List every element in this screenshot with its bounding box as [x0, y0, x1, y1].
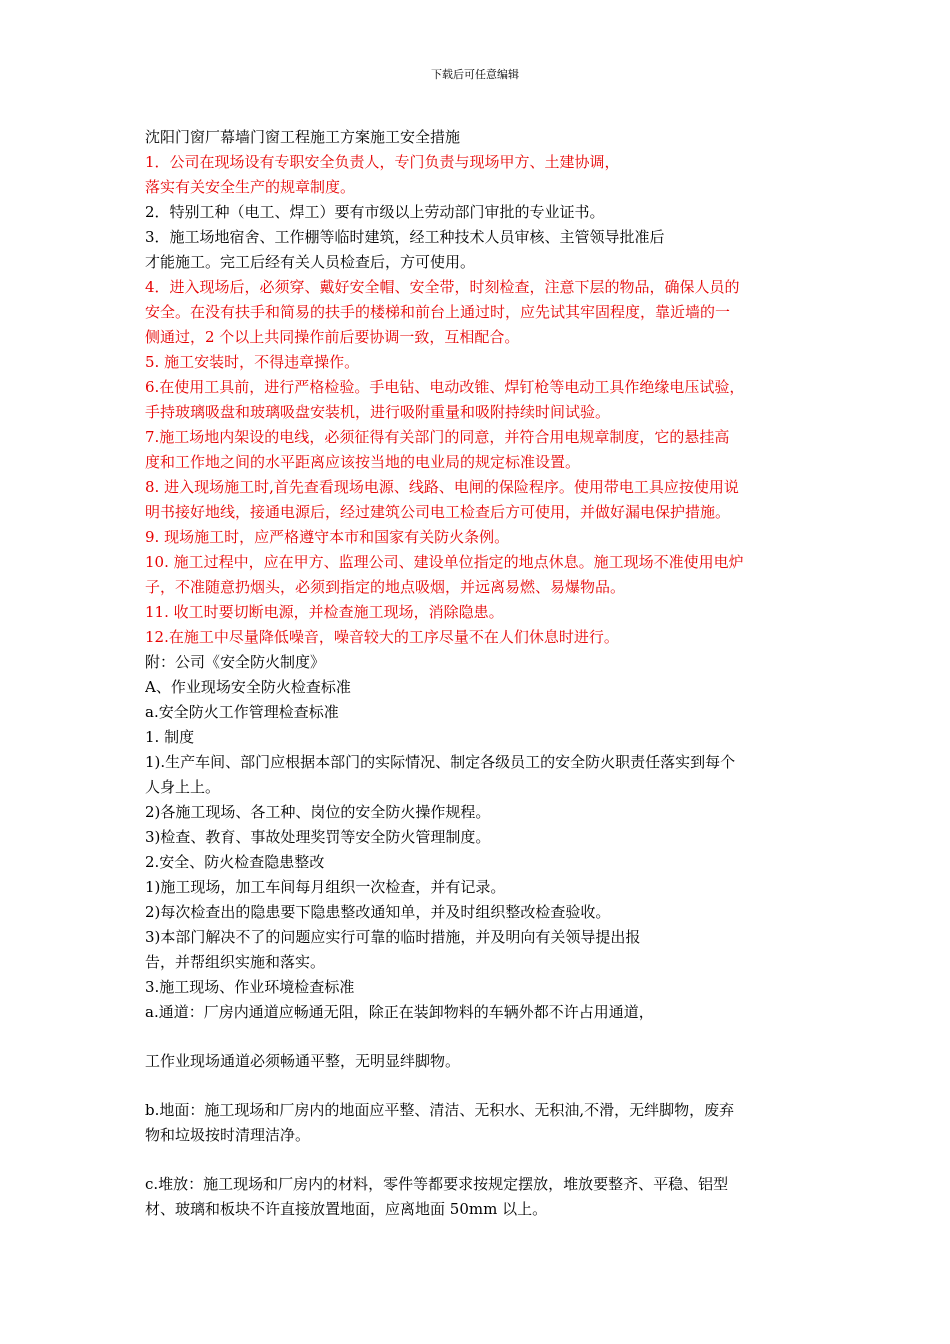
text-line: 5. 施工安装时，不得违章操作。 [145, 353, 360, 371]
text-line: 10. 施工过程中，应在甲方、监理公司、建设单位指定的地点休息。施工现场不准使用电炉 [145, 553, 744, 571]
text-line: 12.在施工中尽量降低噪音，噪音较大的工序尽量不在人们休息时进行。 [145, 628, 619, 646]
document-body [145, 125, 817, 1222]
text-line: 1. 制度 [145, 728, 195, 746]
text-line: 3.施工现场、作业环境检查标准 [145, 978, 355, 996]
text-line: 7.施工场地内架设的电线，必须征得有关部门的同意，并符合用电规章制度，它的悬挂高 [145, 428, 730, 446]
text-line: 落实有关安全生产的规章制度。 [145, 178, 356, 196]
text-line: A、作业现场安全防火检查标准 [145, 678, 351, 696]
text-line: 2．特别工种（电工、焊工）要有市级以上劳动部门审批的专业证书。 [145, 203, 605, 221]
text-line: 手持玻璃吸盘和玻璃吸盘安装机，进行吸附重量和吸附持续时间试验。 [145, 403, 611, 421]
text-line: a.通道：厂房内通道应畅通无阻，除正在装卸物料的车辆外都不许占用通道， [145, 1003, 654, 1021]
text-line: 1).生产车间、部门应根据本部门的实际情况、制定各级员工的安全防火职责任落实到每个 [145, 753, 736, 771]
text-line: 3)检查、教育、事故处理奖罚等安全防火管理制度。 [145, 828, 491, 846]
text-line: 9. 现场施工时，应严格遵守本市和国家有关防火条例。 [145, 528, 510, 546]
text-line: 侧通过，2 个以上共同操作前后要协调一致，互相配合。 [145, 328, 520, 346]
text-line: 3．施工场地宿舍、工作棚等临时建筑，经工种技术人员审核、主管领导批准后 [145, 228, 665, 246]
text-line: 工作业现场通道必须畅通平整，无明显绊脚物。 [145, 1052, 461, 1070]
text-line: 11. 收工时要切断电源，并检查施工现场，消除隐患。 [145, 603, 504, 621]
text-line: 人身上上。 [145, 778, 221, 796]
text-line: 明书接好地线，接通电源后，经过建筑公司电工检查后方可使用，并做好漏电保护措施。 [145, 503, 731, 521]
text-line: 告，并帮组织实施和落实。 [145, 953, 326, 971]
text-line: 3)本部门解决不了的问题应实行可靠的临时措施，并及明向有关领导提出报 [145, 928, 641, 946]
paragraph-gap [145, 1148, 817, 1172]
text-line: 8. 进入现场施工时,首先查看现场电源、线路、电闸的保险程序。使用带电工具应按使用说 [145, 478, 739, 496]
text-line: 1．公司在现场设有专职安全负责人，专门负责与现场甲方、土建协调， [145, 153, 620, 171]
text-line: 2.安全、防火检查隐患整改 [145, 853, 325, 871]
text-line: 材、玻璃和板块不许直接放置地面，应离地面 50mm 以上。 [145, 1200, 548, 1218]
text-line: 4．进入现场后，必须穿、戴好安全帽、安全带，时刻检查，注意下层的物品，确保人员的 [145, 278, 740, 296]
text-line: 2)各施工现场、各工种、岗位的安全防火操作规程。 [145, 803, 491, 821]
text-line: 子，不准随意扔烟头，必须到指定的地点吸烟，并远离易燃、易爆物品。 [145, 578, 626, 596]
text-line: 物和垃圾按时清理洁净。 [145, 1126, 311, 1144]
text-line: b.地面：施工现场和厂房内的地面应平整、清洁、无积水、无积油,不滑，无绊脚物，废弃 [145, 1101, 735, 1119]
text-line: 2)每次检查出的隐患要下隐患整改通知单，并及时组织整改检查验收。 [145, 903, 611, 921]
page-header: 下载后可任意编辑 [431, 68, 519, 81]
text-line: 附：公司《安全防火制度》 [145, 653, 326, 671]
text-line: 1)施工现场，加工车间每月组织一次检查，并有记录。 [145, 878, 506, 896]
document-title: 沈阳门窗厂幕墙门窗工程施工方案施工安全措施 [145, 128, 461, 146]
text-line: 安全。在没有扶手和简易的扶手的楼梯和前台上通过时，应先试其牢固程度，靠近墙的一 [145, 303, 731, 321]
text-line: a.安全防火工作管理检查标准 [145, 703, 339, 721]
paragraph-gap [145, 1074, 817, 1098]
text-line: 度和工作地之间的水平距离应该按当地的电业局的规定标准设置。 [145, 453, 581, 471]
text-line: 6.在使用工具前，进行严格检验。手电钻、电动改锥、焊钉枪等电动工具作绝缘电压试验， [145, 378, 745, 396]
text-line: c.堆放：施工现场和厂房内的材料，零件等都要求按规定摆放，堆放要整齐、平稳、铝型 [145, 1175, 729, 1193]
text-line: 才能施工。完工后经有关人员检查后，方可使用。 [145, 253, 476, 271]
paragraph-gap [145, 1025, 817, 1049]
